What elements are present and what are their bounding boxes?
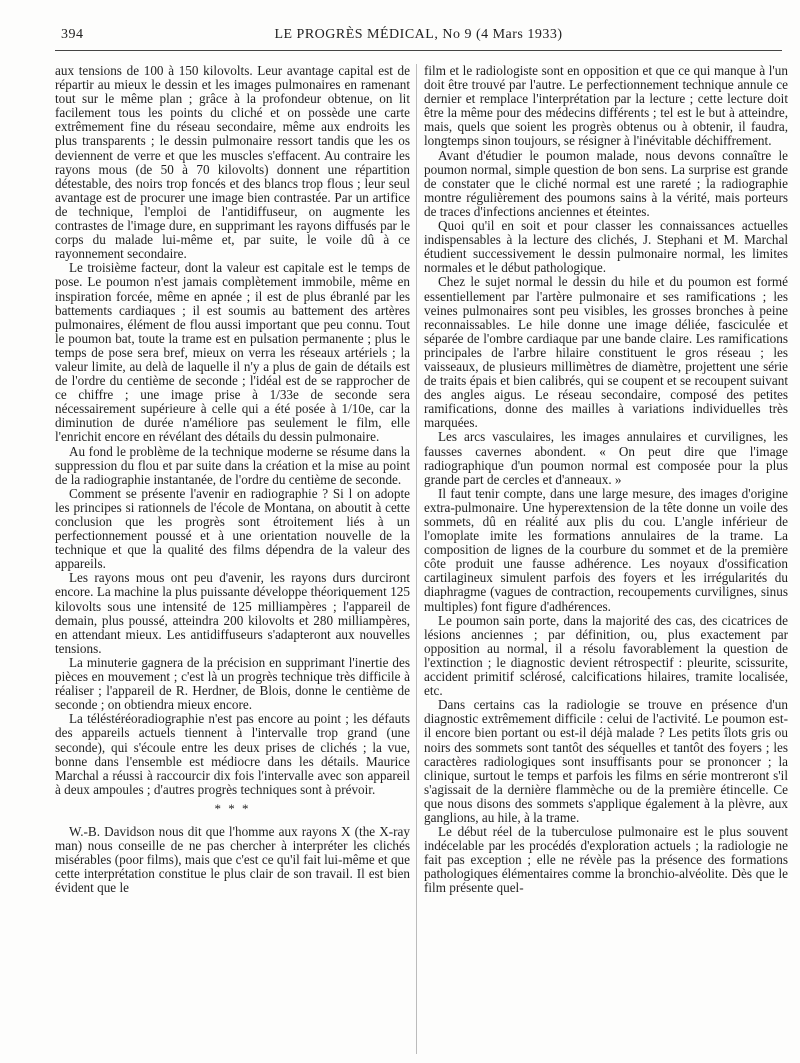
page-number: 394 [61, 27, 84, 42]
paragraph: Comment se présente l'avenir en radiographie ? Si l on adopte les principes si rationnels de l'école de Montana, on aboutit à cette conclusion que les progrès sont étroitement liés à un perfectionnement poussé et à une orientation nouvelle de la technique et que la qualité des films dépendra de la valeur des appareils. [55, 485, 410, 572]
paragraph: aux tensions de 100 à 150 kilovolts. Leur avantage capital est de répartir au mieux le dessin et les images pulmonaires en ramenant tout sur le même plan ; grâce à la profondeur obtenue, on lit facilement tous les points du cliché et on possède une carte extrêmement fine du réseau secondaire, même aux endroits les plus transparents ; le dessin pulmonaire ressort tandis que les os deviennent de verre et que les muscles s'effacent. Au contraire les rayons mous (de 50 à 70 kilovolts) donnent une répartition détestable, des noirs trop foncés et des blancs trop flous ; leur seul avantage est de procurer une image bien contrastée. Par un artifice de technique, l'emploi de l'antidiffuseur, on augmente les contrastes de l'image dure, en supprimant les rayons diffusés par le corps du malade lui-même et, par suite, le voile dû à ce rayonnement secondaire. [55, 64, 410, 262]
paragraph: Quoi qu'il en soit et pour classer les connaissances actuelles indispensables à la lecture des clichés, J. Stephani et M. Marchal étudient successivement le dessin pulmonaire normal, les limites normales et le début pathologique. [424, 218, 788, 276]
journal-title: LE PROGRÈS MÉDICAL, No 9 (4 Mars 1933) [274, 27, 563, 42]
column-divider [416, 64, 417, 1054]
right-column [424, 64, 788, 1054]
paragraph: Le poumon sain porte, dans la majorité des cas, des cicatrices de lésions anciennes ; par définition, ou, plus exactement par opposition au normal, il a résolu favorablement la question de l'extinction ; le diagnostic devient rétrospectif : pleurite, scissurite, accident primitif sclérosé, calcifications hilaires, tramite localisée, etc. [424, 612, 788, 699]
paragraph: La minuterie gagnera de la précision en supprimant l'inertie des pièces en mouvement ; c'est là un progrès technique très difficile à réaliser ; l'appareil de R. Herdner, de Blois, donne le centième de seconde ; on obtiendra mieux encore. [55, 654, 410, 713]
paragraph: film et le radiologiste sont en opposition et que ce qui manque à l'un doit être trouvé par l'autre. Le perfectionnement technique annule ce dernier et remplace l'interprétation par la lecture ; cette lecture doit être la même pour des médecins différents ; tel est le but à atteindre, mais, quels que soient les progrès obtenus ou à obtenir, il faudra, longtemps sinon toujours, se résigner à l'inévitable déchiffrement. [424, 64, 788, 149]
paragraph: Au fond le problème de la technique moderne se résume dans la suppression du flou et par suite dans la création et la mise au point de la radiographie instantanée, de l'ordre du centième de seconde. [55, 443, 410, 487]
paragraph: Le troisième facteur, dont la valeur est capitale est le temps de pose. Le poumon n'est jamais complètement immobile, même en inspiration forcée, même en apnée ; il est de plus ébranlé par les battements cardiaques ; il est soumis au battement des artères pulmonaires, élément de flou aussi important que peu connu. Tout le poumon bat, toute la trame est en pulsation permanente ; plus le temps de pose sera bref, mieux on verra les réseaux artériels ; la valeur limite, au delà de laquelle il n'y a plus de gain de détails est de l'ordre du centième de seconde ; l'idéal est de se rapprocher de ce chiffre ; une image prise à 1/33e de seconde sera nécessairement supérieure à celle qui a été posée à 1/10e, car la diminution de durée n'améliore pas seulement le film, elle l'enrichit encore en révélant des détails du dessin pulmonaire. [55, 260, 410, 445]
paragraph: Avant d'étudier le poumon malade, nous devons connaître le poumon normal, simple question de bon sens. La surprise est grande de constater que le cliché normal est une rareté ; la radiographie montre régulièrement des poumons sains à la vérité, mais porteurs de traces d'infections anciennes et éteintes. [424, 147, 788, 219]
paragraph: Les arcs vasculaires, les images annulaires et curvilignes, les fausses cavernes abondent. « On peut dire que l'image radiographique d'un poumon normal est composée pour la plus grande part de cercles et d'anneaux. » [424, 429, 788, 487]
paragraph: W.-B. Davidson nous dit que l'homme aux rayons X (the X-ray man) nous conseille de ne pas chercher à interpréter les clichés misérables (poor films), mais que c'est ce qu'il fait lui-même et que cette interprétation constitue le plus clair de son travail. Il est bien évident que le [55, 823, 410, 896]
paragraph: Le début réel de la tuberculose pulmonaire est le plus souvent indécelable par les procédés d'exploration actuels ; la radiologie ne fait pas exception ; elle ne révèle pas la présence des formations pathologiques élémentaires comme la bronchio-alvéolite. Dès que le film présente quel- [424, 824, 788, 896]
paragraph: Chez le sujet normal le dessin du hile et du poumon est formé essentiellement par l'artère pulmonaire et ses ramifications ; les veines pulmonaires sont peu visibles, les grosses bronches à peine reconnaissables. Le hile donne une image déliée, fasciculée et séparée de l'ombre cardiaque par une bande claire. Les ramifications principales de l'arbre hilaire constituent le gros réseau ; les vaisseaux, de plusieurs millimètres de diamètre, projettent une série de traits épais et bien calibrés, qui se coupent et se recoupent suivant des angles aigus. Le réseau secondaire, composé des petites ramifications, donne des mailles à variations individuelles très marquées. [424, 274, 788, 431]
page-header [55, 26, 782, 48]
paragraph: La téléstéréoradiographie n'est pas encore au point ; les défauts des appareils actuels tiennent à l'intervalle trop grand (une seconde), qui s'écoule entre les deux prises de clichés ; la vue, bonne dans l'ensemble est médiocre dans les détails. Maurice Marchal a réussi à raccourcir dix fois l'intervalle avec son appareil à deux ampoules ; d'autres progrès techniques sont à prévoir. [55, 711, 410, 797]
paragraph: Dans certains cas la radiologie se trouve en présence d'un diagnostic extrêmement difficile : celui de l'activité. Le poumon est-il encore bien portant ou est-il déjà malade ? Les petits îlots gris ou noirs des sommets sont tantôt des séquelles et tantôt des foyers ; les caractères radiologiques sont insuffisants pour se prononcer ; la clinique, surtout le temps et parfois les films en série montreront s'il s'agissait de la dernière flammèche ou de la première étincelle. Ce que nous disons des sommets s'applique également à la plèvre, aux ganglions, au hile, à la trame. [424, 697, 788, 825]
section-asterism: * * * [214, 800, 251, 816]
paragraph: Les rayons mous ont peu d'avenir, les rayons durs durciront encore. La machine la plus puissante développe théoriquement 125 kilovolts sous une intensité de 125 milliampères ; l'appareil de demain, plus poussé, atteindra 200 kilovolts et 280 milliampères, en attendant mieux. Les antidiffuseurs s'adapteront aux nouvelles tensions. [55, 570, 410, 656]
paragraph: Il faut tenir compte, dans une large mesure, des images d'origine extra-pulmonaire. Une hyperextension de la tête donne un voile des sommets, dû en réalité aux plis du cou. L'angle inférieur de l'omoplate imite les formations annulaires de la trame. La composition de lignes de la courbure du sommet et de la première côte produit une fausse adhérence. Les noyaux d'ossification cartilagineux simulent parfois des foyers et les irrégularités du diaphragme (vagues de contraction, recoupements curvilignes, sinus multiples) font figure d'adhérences. [424, 485, 788, 614]
left-column [55, 64, 410, 1054]
header-rule [55, 50, 782, 51]
